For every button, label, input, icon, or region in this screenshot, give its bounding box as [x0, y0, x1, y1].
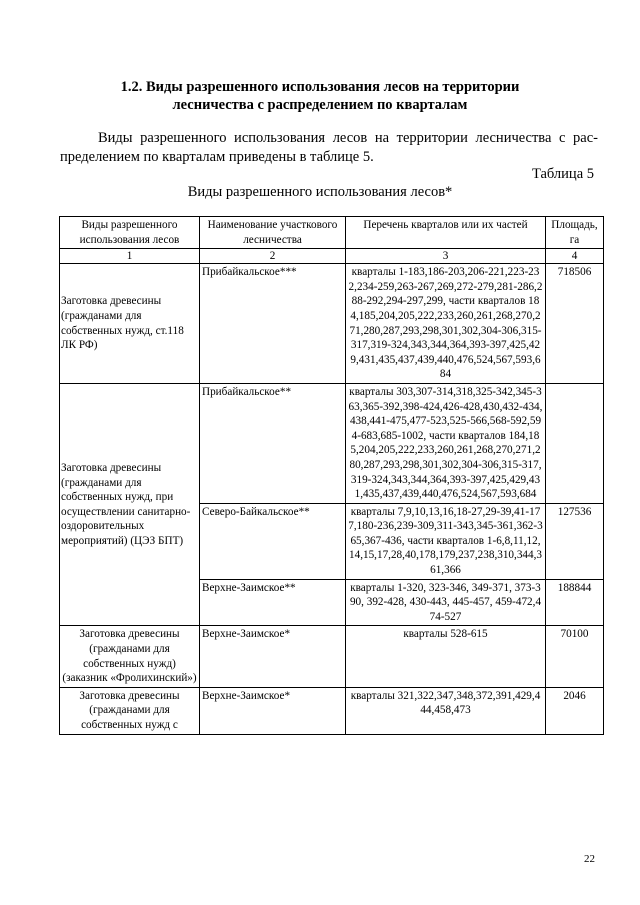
col-number: 1: [60, 249, 200, 264]
forestry-cell: Прибайкальское**: [200, 383, 346, 503]
header-forestry: Наименование участкового лесничества: [200, 217, 346, 249]
area-cell: [546, 383, 604, 503]
table-header-row: [60, 217, 604, 249]
use-type-cell: Заготовка древесины (гражданами для собственных нужд) (заказник «Фролихинский»): [60, 626, 200, 687]
use-type-cell: Заготовка древесины (гражданами для собственных нужд, при осуществлении санитарно-оздоровительных мероприятий) (ЦЭЗ БПТ): [60, 383, 200, 626]
table-row: [60, 687, 604, 734]
section-heading: [0, 78, 640, 114]
header-quarters: Перечень кварталов или их частей: [346, 217, 546, 249]
quarters-cell: кварталы 321,322,347,348,372,391,429,444,458,473: [346, 687, 546, 734]
table-row: [60, 626, 604, 687]
area-cell: 718506: [546, 264, 604, 384]
area-cell: 70100: [546, 626, 604, 687]
quarters-cell: кварталы 303,307-314,318,325-342,345-363,365-392,398-424,426-428,430,432-434,438,441-475,477-523,525-566,568-592,594-683,685-1002, части кварталов 184,185,204,205,222,233,260,261,268,270,271,280,287,293,298,301,302,304-306,315-317,319-324,343,344,364,393-397,425,429,431,435,437,439,440,476,524,567,593,684: [346, 383, 546, 503]
header-area: Площадь, га: [546, 217, 604, 249]
page-number: 22: [584, 853, 595, 865]
column-number-row: [60, 249, 604, 264]
col-number: 4: [546, 249, 604, 264]
quarters-cell: кварталы 7,9,10,13,16,18-27,29-39,41-177,180-236,239-309,311-343,345-361,362-365,367-436, части кварталов 1-6,8,11,12,14,15,17,28,40,178,179,237,238,310,344,361,366: [346, 503, 546, 579]
table-caption: Виды разрешенного использования лесов*: [187, 184, 453, 200]
intro-paragraph: Виды разрешенного использования лесов на территории лесничества с рас-пределением по кварталам приведены в таблице 5.: [60, 130, 598, 165]
area-cell: 2046: [546, 687, 604, 734]
quarters-cell: кварталы 1-183,186-203,206-221,223-232,234-259,263-267,269,272-279,281-286,288-292,294-297,299, части кварталов 184,185,204,205,222,233,260,261,268,270,271,280,287,293,298,301,302,304-306,315-317,319-324,343,344,364,393-397,425,429,431,435,437,439,440,476,524,567,593,684: [346, 264, 546, 384]
area-cell: 188844: [546, 579, 604, 626]
header-use-type: Виды разрешенного использования лесов: [60, 217, 200, 249]
section-heading-line1: 1.2. Виды разрешенного использования лесов на территории: [120, 79, 520, 95]
table-row: [60, 264, 604, 384]
area-cell: 127536: [546, 503, 604, 579]
col-number: 3: [346, 249, 546, 264]
use-type-cell: Заготовка древесины (гражданами для собственных нужд с: [60, 687, 200, 734]
use-type-cell: Заготовка древесины (гражданами для собственных нужд, ст.118 ЛК РФ): [60, 264, 200, 384]
use-types-table: [59, 216, 604, 735]
table-row: [60, 383, 604, 503]
forestry-cell: Прибайкальское***: [200, 264, 346, 384]
forestry-cell: Верхне-Заимское**: [200, 579, 346, 626]
quarters-cell: кварталы 528-615: [346, 626, 546, 687]
forestry-cell: Верхне-Заимское*: [200, 687, 346, 734]
forestry-cell: Верхне-Заимское*: [200, 626, 346, 687]
table-label: Таблица 5: [531, 166, 594, 182]
section-heading-line2: лесничества с распределением по кварталам: [172, 97, 468, 113]
forestry-cell: Северо-Байкальское**: [200, 503, 346, 579]
quarters-cell: кварталы 1-320, 323-346, 349-371, 373-390, 392-428, 430-443, 445-457, 459-472,474-527: [346, 579, 546, 626]
col-number: 2: [200, 249, 346, 264]
